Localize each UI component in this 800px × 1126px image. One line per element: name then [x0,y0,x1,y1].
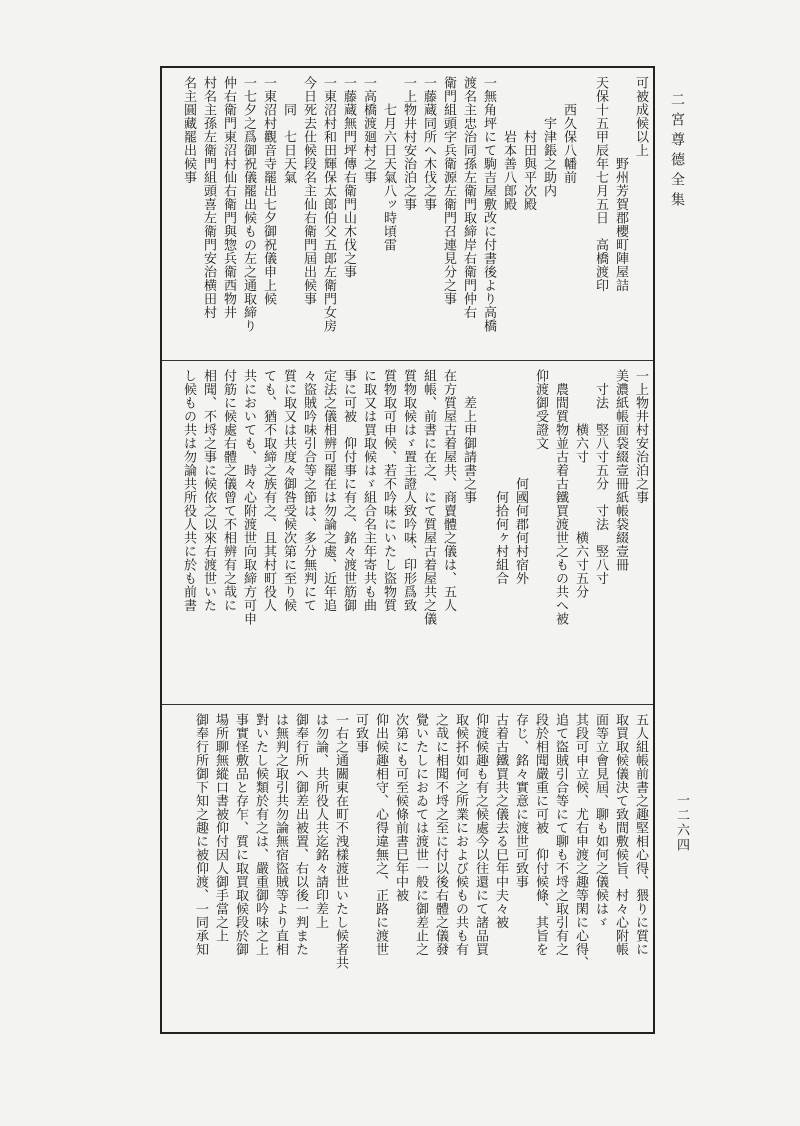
text-column: 事に可被 仰付事に有之、銘々渡世筋御 [341,369,356,612]
text-column: 覺いたしにおゐては渡世一般に御差止之 [413,713,428,956]
text-column: 追て盜賊引合等にて聊も不埒之取引有之 [553,713,568,956]
text-band-top [162,68,653,358]
text-column: 一七夕之爲御祝儀罷出候もの左之通取締り [241,76,256,333]
columns-bottom [166,713,649,1028]
text-column: 次第にも可至候條前書巳年中被 [393,713,408,902]
text-column: 一藤蔵同所へ木伐之事 [421,76,436,211]
text-column: は勿論、共所役人共迄銘々請印差上 [313,713,328,929]
text-column: 一右之通關東在町不洩樣渡世いたし候者共 [333,713,348,970]
text-column: に取又は買取候はゞ組合名主年寄共も曲 [361,369,376,612]
text-column: 在方質屋古着屋共、商賣體之儀は、五人 [441,369,456,612]
text-column: 對いたし候類於有之は、嚴重御吟味之上 [253,713,268,956]
text-column: 存じ、銘々實意に渡世可致事 [513,713,528,889]
text-column: 同 七日天氣 [281,76,296,184]
text-column: 西久保八幡前 [561,76,576,184]
text-column: 仰出候趣相守、心得違無之、正路に渡世 [373,713,388,956]
text-column: 仰渡候趣も有之候處今以往還にて諸品買 [473,713,488,956]
page-number: 一二六四 [674,793,689,853]
text-column: 一高橋渡廻村之事 [361,76,376,184]
text-column: 一上物井村安治泊之事 [633,369,648,504]
text-column: 定法之儀相辨可罷在は勿論之處、近年追 [321,369,336,612]
text-column: 美濃紙帳面袋綴壹冊紙帳袋綴壹冊 [613,369,628,572]
text-column: 々盜賊吟味引合等之節は、多分無判にて [301,369,316,612]
text-column: 組帳、前書に在之、にて質屋古着屋共之儀 [421,369,436,626]
text-column: 今日死去仕候段名主仙右衛門屆出候事 [301,76,316,306]
text-column: 一上物井村安治泊之事 [401,76,416,211]
book-title: 二宮尊德全集 [669,92,685,212]
columns-middle [166,369,649,696]
text-column: 事實怪敷品と存乍、質に取買取候段於御 [233,713,248,956]
text-column: 可被成候以上 [633,76,648,157]
text-column: 農間質物並古着古鐵買渡世之もの共へ被 [553,369,568,626]
text-column: 名主圓藏罷出候事 [181,76,196,184]
text-column: 寸法 竪八寸五分 寸法 竪八寸 [593,369,608,585]
text-column: 質に取又は共度々御咎受候次第に至り候 [281,369,296,612]
text-column: 岩本善八郎殿 [501,76,516,211]
text-column: は無判之取引共勿論無宿盜賊等より直相 [273,713,288,956]
text-column: 何拾何ヶ村組合 [493,369,508,585]
text-column: ても、猶不取締之族有之、且其村町役人 [261,369,276,612]
text-column: 何國何郡何村宿外 [513,369,528,585]
text-column: 御奉行所へ御差出被置、右以後一判また [293,713,308,956]
text-column: 可致事 [353,713,368,754]
text-column: 取買取候儀決て致間敷候旨、村々心附帳 [613,713,628,956]
text-band-bottom [162,704,653,1034]
text-column: 段於相聞嚴重に可被 仰付候條、其旨を [533,713,548,956]
text-column: 御奉行所御下知之趣に被仰渡、一同承知 [193,713,208,956]
text-column: 村田與平次殿 [521,76,536,211]
text-column: 渡名主忠治同孫左衛門取締岸右衛門仲右 [461,76,476,319]
text-column: 場所聊無縱口書被仰付因人御手當之上 [213,713,228,943]
text-column: 質物取候はゞ置主證人致吟味、印形爲致 [401,369,416,612]
text-column: 取候抔如何之所業におよび候もの共も有 [453,713,468,956]
text-column: 村名主孫左衛門組頭喜左衛門安治横田村 [201,76,216,319]
text-column: 其段可申立候、尤右申渡之趣等閑に心得、 [573,713,588,970]
text-column: 宇津鋹之助内 [541,76,556,198]
text-column: 一無角坪にて駒吉屋敷改に付書後より高橋 [481,76,496,333]
text-column: 横六寸 横六寸五分 [573,369,588,599]
text-column: 付筋に候處右體之儀曾て不相辨有之哉に [221,369,236,612]
text-column: 一藤蔵無門坪傳右衛門山木伐之事 [341,76,356,279]
text-column: 天保十五甲辰年七月五日 高橋渡印 [593,76,608,292]
text-column: 一東沼村觀音寺罷出七夕御祝儀申上候 [261,76,276,306]
text-column: 七月六日天氣八ッ時頃雷 [381,76,396,252]
text-column: 一東沼村和田輝保太郎伯父五郎左衛門女房 [321,76,336,333]
text-column: 相聞、不埒之事に候依之以來右渡世いた [201,369,216,612]
text-column: 古着古鐵買共之儀去る巳年中夫々被 [493,713,508,929]
text-band-middle [162,360,653,702]
text-column: 差上申御請書之事 [461,369,476,504]
text-column: 共においても、時々心附渡世向取締方可申 [241,369,256,626]
text-column: 質物取可申候、若不吟味にいたし盜物質 [381,369,396,612]
columns-top [166,76,649,352]
text-column: 衛門組頭字兵衛源左衛門召連見分之事 [441,76,456,306]
text-column: 面等立會見屆、聊も如何之儀候はゞ [593,713,608,929]
text-column: 之哉に相聞不埒之至に付以後右體之儀發 [433,713,448,956]
text-column: 仲右衛門東沼村仙右衛門與惣兵衛西物井 [221,76,236,319]
page-frame [160,66,655,1034]
text-column: 仰渡御受證文 [533,369,548,450]
text-column: し候もの共は勿論共所役人共に於も前書 [181,369,196,612]
text-column: 野州芳賀郡櫻町陣屋詰 [613,76,628,292]
text-column: 五人組帳前書之趣堅相心得、猥りに質に [633,713,648,956]
